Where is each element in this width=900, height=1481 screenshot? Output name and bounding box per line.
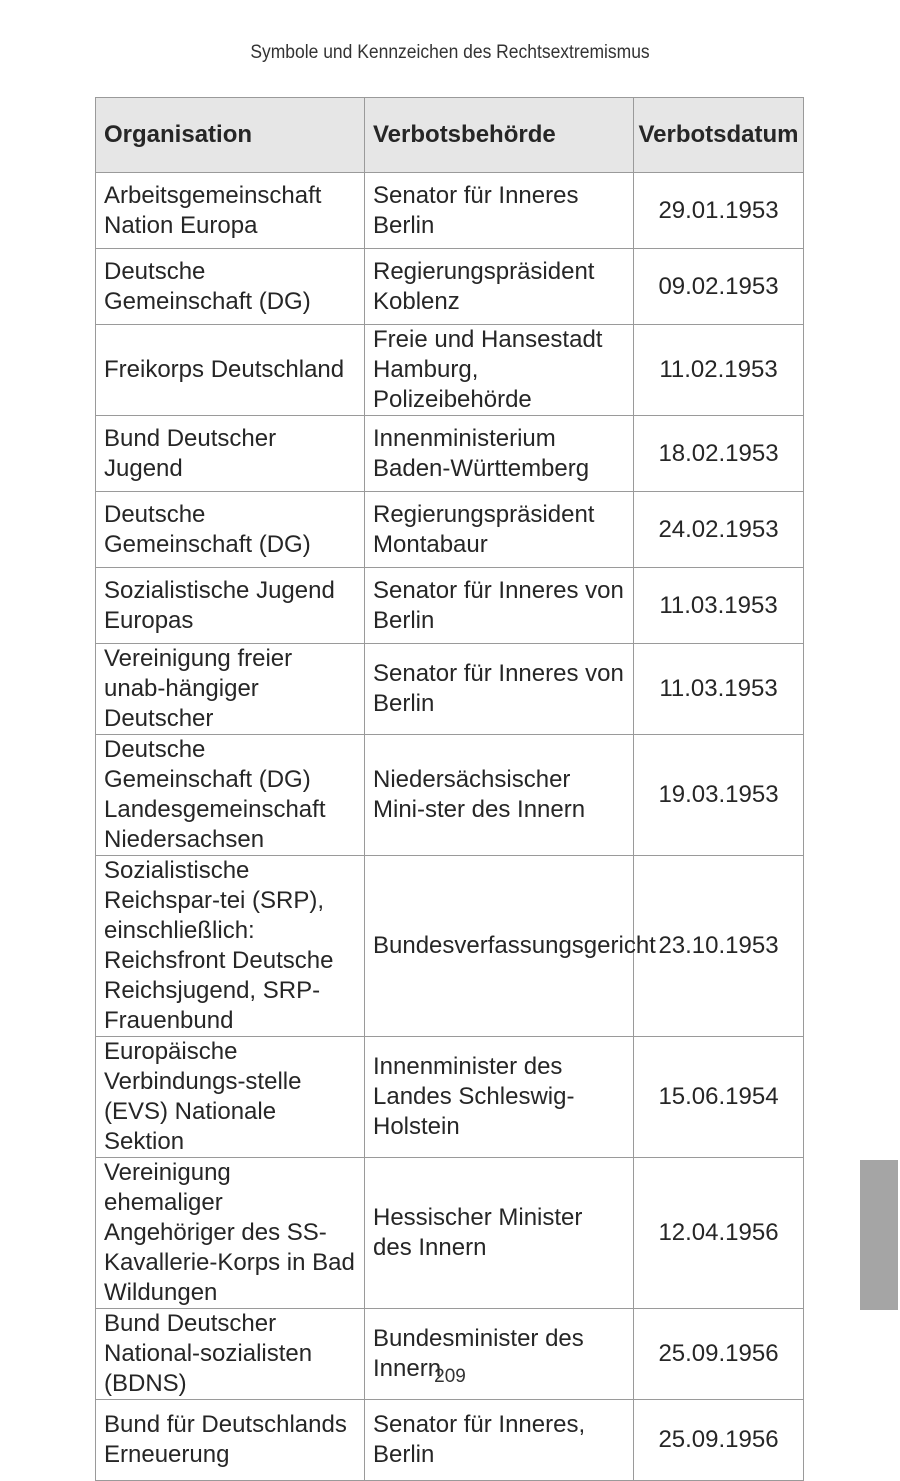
behoerde-cell: Senator für Inneres von Berlin [365, 644, 634, 735]
behoerde-cell: Freie und Hansestadt Hamburg, Polizeibehörde [365, 325, 634, 416]
organisation-cell: Vereinigung ehemaliger Angehöriger des SS-Kavallerie-Korps in Bad Wildungen [96, 1158, 365, 1309]
table-row [96, 644, 804, 735]
organisation-cell: Vereinigung freier unab-hängiger Deutscher [96, 644, 365, 735]
datum-cell: 09.02.1953 [634, 249, 804, 325]
running-title: Symbole und Kennzeichen des Rechtsextremismus [250, 42, 650, 63]
datum-cell: 25.09.1956 [634, 1309, 804, 1400]
table-row [96, 735, 804, 856]
table-row [96, 1400, 804, 1481]
table-row [96, 492, 804, 568]
behoerde-cell: Senator für Inneres, Berlin [365, 1400, 634, 1481]
datum-cell: 15.06.1954 [634, 1037, 804, 1158]
table-row [96, 856, 804, 1037]
behoerde-cell: Senator für Inneres Berlin [365, 173, 634, 249]
datum-cell: 19.03.1953 [634, 735, 804, 856]
table-row [96, 1158, 804, 1309]
datum-cell: 11.02.1953 [634, 325, 804, 416]
behoerde-cell: Senator für Inneres von Berlin [365, 568, 634, 644]
table-row [96, 1037, 804, 1158]
organisation-cell: Sozialistische Reichspar-tei (SRP), einschließlich: Reichsfront Deutsche Reichsjugend, SRP-Frauenbund [96, 856, 365, 1037]
datum-cell: 12.04.1956 [634, 1158, 804, 1309]
organisation-cell: Arbeitsgemeinschaft Nation Europa [96, 173, 365, 249]
behoerde-cell: Hessischer Minister des Innern [365, 1158, 634, 1309]
behoerde-cell: Bundesminister des Innern [365, 1309, 634, 1400]
ban-table [95, 97, 804, 1481]
page-number: 209 [434, 1366, 466, 1387]
behoerde-cell: Niedersächsischer Mini-ster des Innern [365, 735, 634, 856]
organisation-cell: Deutsche Gemeinschaft (DG) Landesgemeinschaft Niedersachsen [96, 735, 365, 856]
column-header-organisation: Organisation [96, 98, 365, 173]
datum-cell: 18.02.1953 [634, 416, 804, 492]
table-row [96, 173, 804, 249]
datum-cell: 11.03.1953 [634, 568, 804, 644]
organisation-cell: Sozialistische Jugend Europas [96, 568, 365, 644]
organisation-cell: Europäische Verbindungs-stelle (EVS) Nationale Sektion [96, 1037, 365, 1158]
table-row [96, 568, 804, 644]
behoerde-cell: Innenminister des Landes Schleswig-Holstein [365, 1037, 634, 1158]
table-row [96, 416, 804, 492]
table-row [96, 249, 804, 325]
organisation-cell: Freikorps Deutschland [96, 325, 365, 416]
datum-cell: 11.03.1953 [634, 644, 804, 735]
organisation-cell: Bund Deutscher Jugend [96, 416, 365, 492]
table-row [96, 325, 804, 416]
organisation-cell: Deutsche Gemeinschaft (DG) [96, 492, 365, 568]
datum-cell: 23.10.1953 [634, 856, 804, 1037]
organisation-cell: Deutsche Gemeinschaft (DG) [96, 249, 365, 325]
datum-cell: 24.02.1953 [634, 492, 804, 568]
table-header-row [96, 98, 804, 173]
datum-cell: 29.01.1953 [634, 173, 804, 249]
behoerde-cell: Regierungspräsident Koblenz [365, 249, 634, 325]
organisation-cell: Bund für Deutschlands Erneuerung [96, 1400, 365, 1481]
behoerde-cell: Innenministerium Baden-Württemberg [365, 416, 634, 492]
column-header-verbotsbehoerde: Verbotsbehörde [365, 98, 634, 173]
behoerde-cell: Bundesverfassungsgericht [365, 856, 634, 1037]
datum-cell: 25.09.1956 [634, 1400, 804, 1481]
behoerde-cell: Regierungspräsident Montabaur [365, 492, 634, 568]
column-header-verbotsdatum: Verbotsdatum [634, 98, 804, 173]
chapter-thumb-tab [860, 1160, 898, 1310]
organisation-cell: Bund Deutscher National-sozialisten (BDNS) [96, 1309, 365, 1400]
